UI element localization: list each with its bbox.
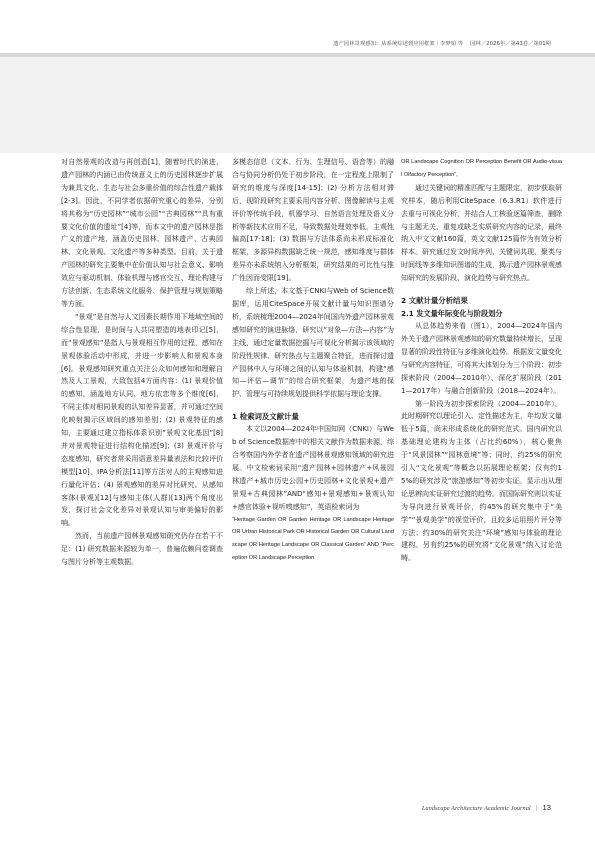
header-separator <box>465 41 468 47</box>
paragraph: 多模态信息（文本、行为、生理信号、语音等）的融合与协同分析仍处于初步阶段，在一定程度上限制了研究的维度与深度[14-15]；(2) 分析方法相对滞后，现阶段研究主要采用内容分析、图像解读与主观评价等传统手段，机器学习、自然语言处理及语义分析等新技术应用不足，导致数据处理效率低，主观性偏高[17-18]；(3) 数据与方法体系尚未形成标准化框架，多源异构数据缺乏统一规范，感知维度与群体差异亦未系统纳入分析框架，研究结果的可比性与推广性因而受限[19]。 <box>232 158 394 283</box>
journal-name: Landscape Architecture Academic Journal <box>421 805 531 812</box>
header-band <box>0 57 595 153</box>
paragraph: “景观”是自然与人文因素长期作用下地域空间的综合性显现，是时间与人共同塑造的地表印记[5]，而“景观感知”是指人与景观相互作用的过程，感知在景观体验活动中形成，并进一步影响人和景观本身[6]。景观感知研究重点关注公众如何感知和理解自然及人工景观，大致包括4方面内容：(1) 景观价值的感知，涵盖地方认同、地方依恋等多个维度[6]，不同主体对相同景观的认知差异显著，并可通过空间化映射揭示区域间的感知差别；(2) 景观特征的感知，主要通过建立指标体系识别“景观文化基因”[8]并对景观特征进行结构化描述[9]；(3) 景观评价与态度感知，研究者常采用语意差异量表法和比较评价模型[10]，IPA分析法[11]等方法对人的主观感知进行量化评估；(4) 景观感知的差异对比研究。从感知客体(景观)[12]与感知主体(人群)[13]两个角度出发，探讨社会文化差异对景观认知与审美偏好的影响。 <box>61 312 223 528</box>
page-number: 13 <box>542 803 551 812</box>
text-column-right <box>401 156 562 565</box>
subsection-heading: 2.1 发文量年际变化与阶段划分 <box>401 309 503 319</box>
section-heading: 2 文献计量分析结果 <box>401 296 468 306</box>
paragraph: 通过关键词的精准匹配与主题限定，初步获取研究样本，随后利用CiteSpace（6.3.R1）软件进行去重与可视化分析，并结合人工核验逐篇筛查，删除与主题无关、重复或缺乏实质研究内容的记录，最终纳入中文文献160篇，英文文献125篇作为有效分析样本。研究通过发文时间序列、关键词共现、聚类与时间线等多维知识图谱的生成，揭示遗产园林景观感知研究的发展阶段、演化趋势与研究热点。 <box>401 183 562 283</box>
paragraph: 然而，当前遗产园林景观感知研究仍存在若干不足：(1) 研究数据来源较为单一，普遍依赖问卷调查与图片分析等主观数据。 <box>61 532 223 567</box>
text-column-left <box>61 156 223 569</box>
running-header <box>333 41 551 48</box>
paragraph: OR Landscape Cognition OR Perception Benefit OR Audio-visual Olfactory Perception”。 <box>401 159 562 178</box>
paragraph: 第一阶段为初步探索阶段（2004—2010年）。此时期研究以理论引入、定性描述为主，年均发文量低于5篇，尚未形成系统化的研究范式。国内研究以基础理论建构为主体（占比约60%），核心聚焦于“风景园林”“园林意境”等；同时，约25%的研究引入“文化景观”等概念以拓展理论框架；仅有约15%的研究涉及“旅游感知”等初步实证。显示出从理论思辨向实证研究过渡的趋势。而国际研究则以实证为导向进行景观评价，约45%的研究集中于“美学”“景观美学”的视觉评价，且较多运用照片评分等方法；约30%的研究关注“环境”感知与体验的理论建构。另有约25%的研究将“文化景观”纳入讨论范畴。 <box>401 399 562 563</box>
page-footer <box>422 803 551 812</box>
text-column-middle <box>232 156 394 565</box>
footer-separator: | <box>535 805 538 812</box>
paragraph: “Heritage Garden OR Garden Heritage OR Landscape Heritage OR Urban Historical Park OR Historical Garden OR Cultural Landscape OR Heritage Landscape OR Classical Garden” AND “Perception OR Landscape Perception <box>232 516 394 562</box>
paragraph: 从总体趋势来看（图1），2004—2024年国内外关于遗产园林景观感知的研究数量持续增长，呈现显著的阶段性特征与多维演化趋势。根据发文量变化与研究内容特征，可将其大体划分为三个阶段：初步探索阶段（2004—2010年）、深化扩展阶段（2011—2017年）与融合创新阶段（2018—2024年）。 <box>401 322 562 395</box>
paragraph: 本文以2004—2024年中国知网（CNKI）与Web of Science数据库中的相关文献作为数据来源，综合考察国内外学者在遗产园林景观感知领域的研究进展。中文检索词采用“遗产园林+园林遗产+风景园林遗产+城市历史公园+历史园林+文化景观+遗产景观+古典园林”AND“感知+景观感知+景观认知+感官体验+视听嗅感知”，英语检索词为 <box>232 425 394 511</box>
section-heading: 1 检索词及文献计量 <box>232 412 299 422</box>
page-header <box>0 0 595 57</box>
paragraph: 综上所述，本文基于CNKI与Web of Science数据库，运用CiteSpace开展文献计量与知识图谱分析，系统梳理2004—2024年间国内外遗产园林景观感知研究的演进脉络，研究以“对象—方法—内容”为主线，通过定量数据挖掘与可视化分析揭示该领域的阶段性规律、研究热点与主题聚合特征，进而探讨遗产园林中人与环境之间的认知与体验机制，构建“感知—评估—调节”的综合研究框架，为遗产地的保护、管理与可持续规划提供科学依据与理论支撑。 <box>232 287 394 399</box>
paragraph: 对自然景观的改造与再创造[1]，随着时代的演进，遗产园林的内涵已由传统意义上的历史园林逐步扩展为兼具文化、生态与社会多重价值的综合性遗产载体[2-3]。因此，不同学者依据研究重心的差异，分别将其称为“历史园林”“城市公园”“古典园林”“具有重要文化价值的遗址”[4]等，而本文中的遗产园林是指广义的遗产地，涵盖历史园林、园林遗产、古典园林、文化景观、文化遗产等多种类型。目前，关于遗产园林的研究主要集中在价值认知与社会意义、影响效应与驱动机制、体验机理与感官交互、理论构建与方法创新、生态系统文化服务、保护管理与规划策略等方面。 <box>61 158 223 308</box>
journal-info: 园林／2026年／第43卷／第01期 <box>470 41 551 47</box>
running-title: 遗产园林景观感知：从系统综述到应用框架｜李梦娟 等 <box>333 41 464 47</box>
